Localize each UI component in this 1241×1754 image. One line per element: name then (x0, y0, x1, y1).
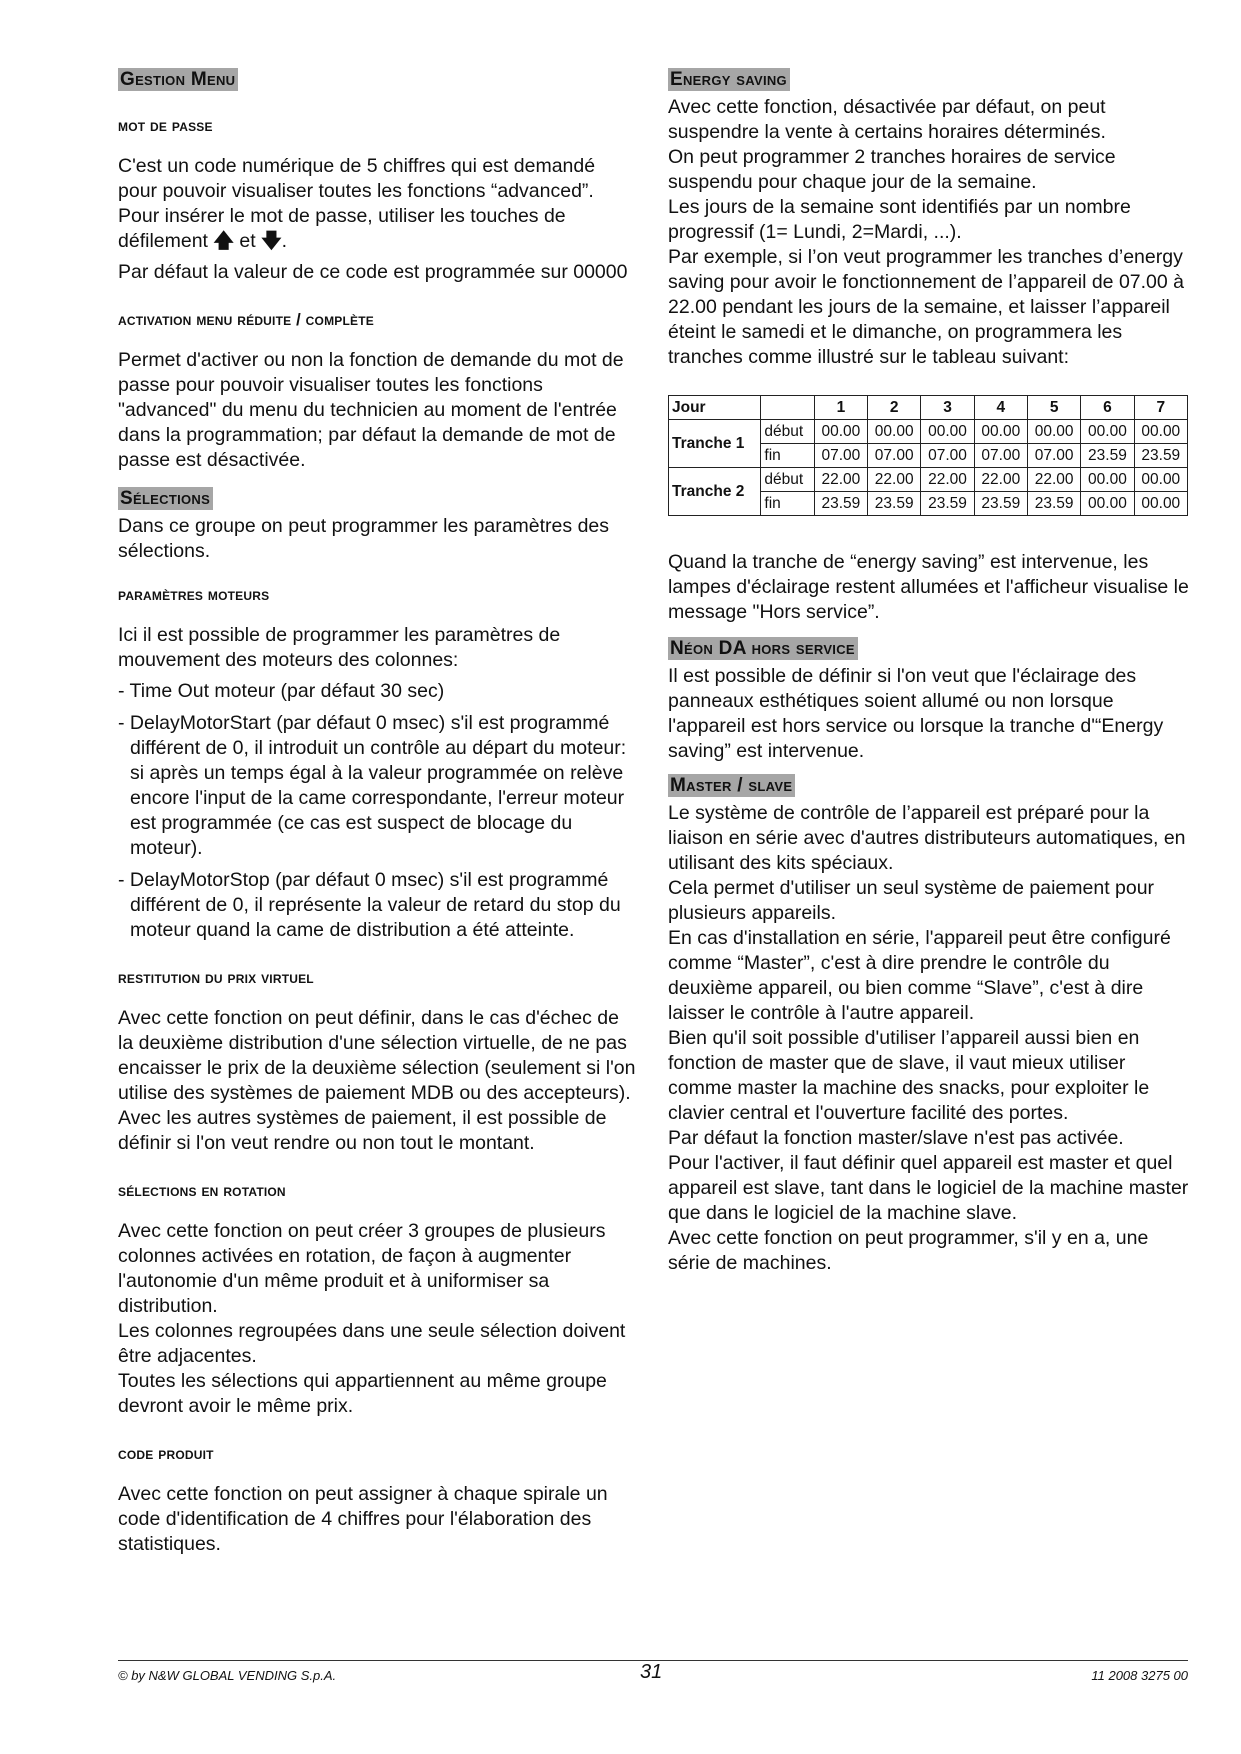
table-cell: 07.00 (974, 444, 1027, 468)
paragraph: Avec cette fonction on peut définir, dans le cas d'échec de la deuxième distribution d'une sélection virtuelle, de ne pas encaisser le prix de la deuxième sélection (seulement si l'on utilise des systèmes de paiement MDB ou des accepteurs). Avec les autres systèmes de paiement, il est possible de définir si l'on veut rendre ou non tout le montant. (118, 1007, 636, 1154)
table-cell: 00.00 (868, 420, 921, 444)
table-cell: 00.00 (921, 420, 974, 444)
paragraph: Ici il est possible de programmer les paramètres de mouvement des moteurs des colonnes: (118, 624, 561, 671)
table-header-day: 1 (814, 396, 867, 420)
subtitle-activation-menu: activation menu réduite / complète (118, 311, 374, 329)
table-label-debut: début (761, 420, 814, 444)
table-cell: 00.00 (1134, 492, 1187, 516)
table-header-day: 7 (1134, 396, 1187, 420)
table-label-fin: fin (761, 492, 814, 516)
paragraph: Les colonnes regroupées dans une seule sélection doivent être adjacentes. (118, 1320, 626, 1367)
paragraph: C'est un code numérique de 5 chiffres qui est demandé pour pouvoir visualiser toutes les fonctions “advanced”. Pour insérer le mot de passe, utiliser les touches de défilement 🡅 et 🡇. (118, 155, 596, 252)
table-cell-empty (761, 396, 814, 420)
table-cell: 07.00 (921, 444, 974, 468)
table-cell: 07.00 (868, 444, 921, 468)
table-cell: 23.59 (1027, 492, 1080, 516)
section-title-selections: Sélections (118, 487, 213, 510)
paragraph: Pour l'activer, il faut définir quel appareil est master et quel appareil est slave, tant dans le logiciel de la machine master que dans le logiciel de la machine slave. (668, 1152, 1189, 1224)
list-item: - DelayMotorStart (par défaut 0 msec) s'il est programmé différent de 0, il introduit un contrôle au départ du moteur: si après un temps égal à la valeur programmée on relève encore l'input de la came correspondante, l'erreur moteur est programmée (ce cas est suspect de blocage du moteur). (118, 712, 627, 859)
subtitle-mot-de-passe: mot de passe (118, 117, 213, 135)
table-cell: 00.00 (1134, 420, 1187, 444)
paragraph: Par défaut la valeur de ce code est programmée sur 00000 (118, 261, 628, 283)
table-cell: 22.00 (974, 468, 1027, 492)
table-label-debut: début (761, 468, 814, 492)
motor-params-list (118, 679, 638, 943)
table-cell: 23.59 (921, 492, 974, 516)
paragraph: Toutes les sélections qui appartiennent au même groupe devront avoir le même prix. (118, 1370, 607, 1417)
table-cell: 22.00 (921, 468, 974, 492)
section-title-master-slave: Master / slave (668, 774, 795, 797)
paragraph: Par exemple, si l’on veut programmer les tranches d’energy saving pour avoir le fonctionnement de l’appareil de 07.00 à 22.00 pendant les jours de la semaine, et laisser l’appareil éteint le samedi et le dimanche, on programmera les tranches comme illustré sur le tableau suivant: (668, 246, 1185, 368)
subtitle-restitution: restitution du prix virtuel (118, 969, 314, 987)
table-header-day: 5 (1027, 396, 1080, 420)
right-column (668, 66, 1190, 1276)
energy-saving-table (668, 395, 1188, 516)
text: C'est un code numérique de 5 chiffres qui est demandé pour pouvoir visualiser toutes les fonctions “advanced”. Pour insérer le mot de passe, utiliser les touches de défilement (118, 155, 596, 252)
page-number: 31 (640, 1661, 663, 1683)
list-item: - DelayMotorStop (par défaut 0 msec) s'il est programmé différent de 0, il représente la valeur de retard du stop du moteur quand la came de distribution a été atteinte. (118, 869, 621, 941)
paragraph: En cas d'installation en série, l'appareil peut être configuré comme “Master”, c'est à dire prendre le contrôle du deuxième appareil, ou bien comme “Slave”, c'est à dire laisser le contrôle à l'autre appareil. (668, 927, 1171, 1024)
table-header-day: 3 (921, 396, 974, 420)
paragraph: Bien qu'il soit possible d'utiliser l’appareil aussi bien en fonction de master que de slave, il vaut mieux utiliser comme master la machine des snacks, pour exploiter le clavier central et l'ouverture facilité des portes. (668, 1027, 1150, 1124)
paragraph: On peut programmer 2 tranches horaires de service suspendu pour chaque jour de la semaine. (668, 146, 1116, 193)
table-header-day: 2 (868, 396, 921, 420)
table-cell: 00.00 (814, 420, 867, 444)
paragraph: Quand la tranche de “energy saving” est intervenue, les lampes d'éclairage restent allumées et l'afficheur visualise le message "Hors service”. (668, 551, 1189, 623)
subtitle-parametres-moteurs: paramètres moteurs (118, 586, 270, 604)
table-cell: 00.00 (1081, 420, 1134, 444)
paragraph: Dans ce groupe on peut programmer les paramètres des sélections. (118, 515, 610, 562)
left-column (118, 66, 638, 1563)
paragraph: Le système de contrôle de l’appareil est préparé pour la liaison en série avec d'autres distributeurs automatiques, en utilisant des kits spéciaux. (668, 802, 1186, 874)
table-cell: 22.00 (1027, 468, 1080, 492)
table-cell: 23.59 (1081, 444, 1134, 468)
arrow-down-icon: 🡇 (261, 230, 282, 252)
table-label-fin: fin (761, 444, 814, 468)
paragraph: Avec cette fonction, désactivée par défaut, on peut suspendre la vente à certains horaires déterminés. (668, 96, 1106, 143)
paragraph: Il est possible de définir si l'on veut que l'éclairage des panneaux esthétiques soient allumé ou non lorsque l'appareil est hors service ou lorsque la tranche d'“Energy saving” est intervenue. (668, 665, 1164, 762)
table-label-tranche-2: Tranche 2 (669, 468, 761, 516)
paragraph: Les jours de la semaine sont identifiés par un nombre progressif (1= Lundi, 2=Mardi, ...). (668, 196, 1131, 243)
table-header-day: 6 (1081, 396, 1134, 420)
table-cell: 00.00 (1081, 468, 1134, 492)
paragraph: Par défaut la fonction master/slave n'est pas activée. (668, 1127, 1124, 1149)
table-cell: 23.59 (868, 492, 921, 516)
table-row (669, 468, 1188, 492)
table-cell: 07.00 (1027, 444, 1080, 468)
table-header-day: 4 (974, 396, 1027, 420)
footer-doc-code: 11 2008 3275 00 (1091, 1668, 1188, 1683)
section-title-energy-saving: Energy saving (668, 68, 790, 91)
table-cell: 22.00 (814, 468, 867, 492)
paragraph: Avec cette fonction on peut programmer, s'il y en a, une série de machines. (668, 1227, 1149, 1274)
table-header-jour: Jour (669, 396, 761, 420)
subtitle-code-produit: code produit (118, 1445, 214, 1463)
table-cell: 00.00 (974, 420, 1027, 444)
table-row (669, 396, 1188, 420)
arrow-up-icon: 🡅 (213, 230, 234, 252)
table-label-tranche-1: Tranche 1 (669, 420, 761, 468)
table-cell: 23.59 (1134, 444, 1187, 468)
table-row (669, 420, 1188, 444)
list-item: - Time Out moteur (par défaut 30 sec) (118, 680, 445, 702)
paragraph: Avec cette fonction on peut assigner à chaque spirale un code d'identification de 4 chiffres pour l'élaboration des statistiques. (118, 1483, 608, 1555)
subtitle-rotation: sélections en rotation (118, 1182, 286, 1200)
section-title-neon: Néon DA hors service (668, 637, 858, 660)
paragraph: Permet d'activer ou non la fonction de demande du mot de passe pour pouvoir visualiser toutes les fonctions "advanced" du menu du technicien au moment de l'entrée dans la programmation; par défaut la demande de mot de passe est désactivée. (118, 349, 624, 471)
paragraph: Cela permet d'utiliser un seul système de paiement pour plusieurs appareils. (668, 877, 1155, 924)
text: et (239, 230, 256, 252)
table-cell: 23.59 (974, 492, 1027, 516)
table-cell: 00.00 (1134, 468, 1187, 492)
table-cell: 22.00 (868, 468, 921, 492)
table-cell: 23.59 (814, 492, 867, 516)
section-title-gestion-menu: Gestion Menu (118, 68, 238, 91)
paragraph: Avec cette fonction on peut créer 3 groupes de plusieurs colonnes activées en rotation, de façon à augmenter l'autonomie d'un même produit et à uniformiser sa distribution. (118, 1220, 606, 1317)
table-cell: 00.00 (1081, 492, 1134, 516)
footer-copyright: © by N&W GLOBAL VENDING S.p.A. (118, 1668, 337, 1683)
table-cell: 07.00 (814, 444, 867, 468)
table-cell: 00.00 (1027, 420, 1080, 444)
